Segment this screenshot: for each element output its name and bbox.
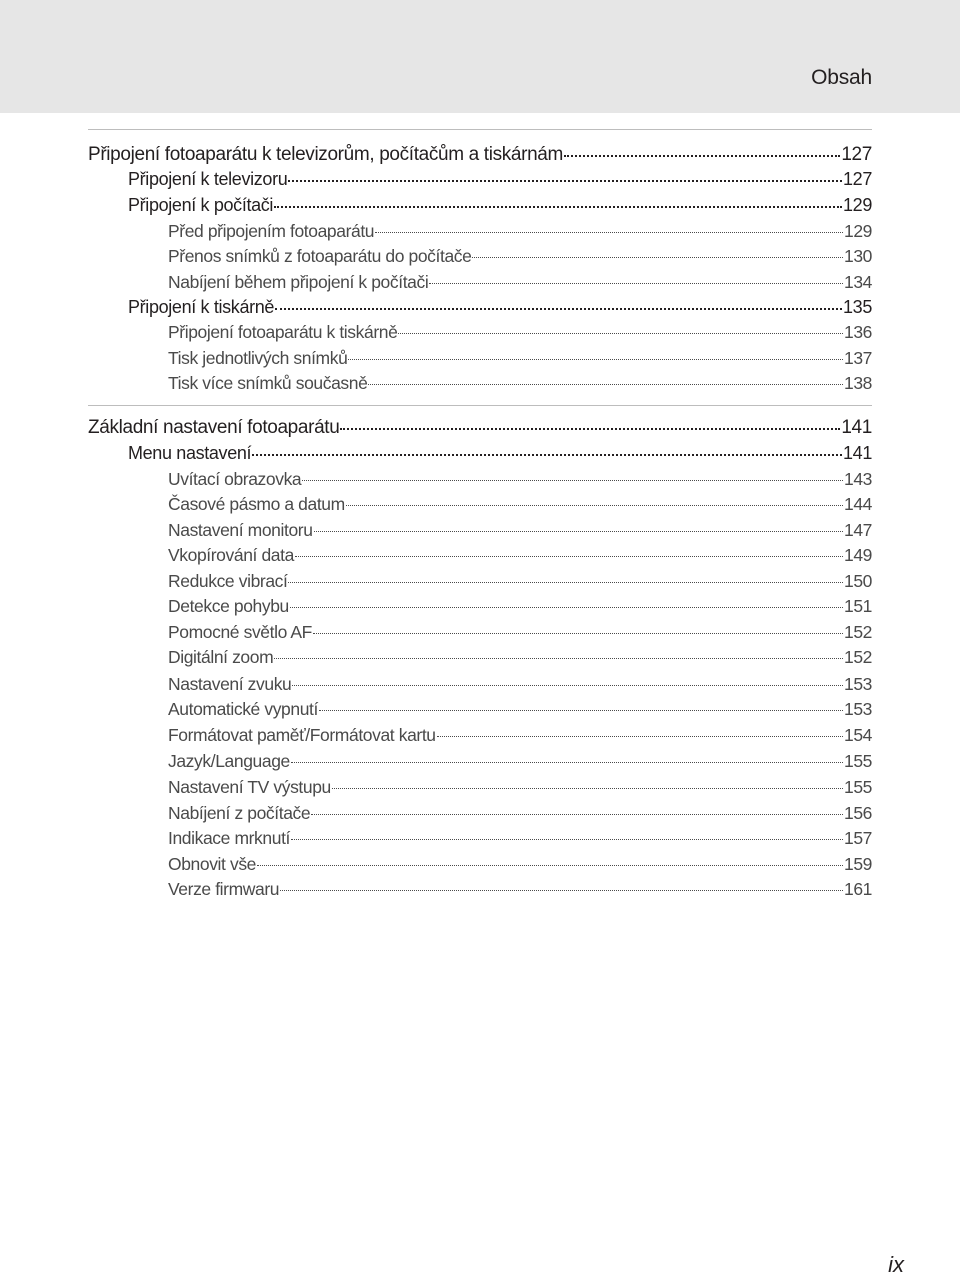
toc-entry-level3[interactable] xyxy=(168,320,872,343)
toc-entry-level3[interactable] xyxy=(168,492,872,515)
dot-leader xyxy=(398,320,843,338)
toc-entry-label: Formátovat paměť/Formátovat kartu xyxy=(168,724,436,745)
toc-entry-page: 127 xyxy=(841,144,872,165)
toc-entry-level3[interactable] xyxy=(168,594,872,617)
toc-entry-page: 153 xyxy=(844,673,872,694)
toc-entry-level3[interactable] xyxy=(168,219,872,242)
toc-entry-level3[interactable] xyxy=(168,371,872,394)
toc-entry-page: 130 xyxy=(844,245,872,266)
dot-leader xyxy=(292,672,843,690)
dot-leader xyxy=(280,877,843,895)
dot-leader xyxy=(291,749,843,767)
toc-entry-label: Indikace mrknutí xyxy=(168,827,290,848)
toc-entry-page: 159 xyxy=(844,853,872,874)
dot-leader xyxy=(288,569,843,587)
dot-leader xyxy=(314,518,843,536)
toc-entry-label: Připojení fotoaparátu k televizorům, počítačům a tiskárnám xyxy=(88,144,563,165)
toc-entry-level3[interactable] xyxy=(168,801,872,824)
dot-leader xyxy=(252,441,842,459)
toc-entry-page: 150 xyxy=(844,570,872,591)
dot-leader xyxy=(319,697,843,715)
toc-entry-label: Tisk více snímků současně xyxy=(168,372,368,393)
toc-entry-level1[interactable] xyxy=(88,141,872,166)
toc-entry-page: 135 xyxy=(843,297,872,317)
toc-entry-page: 138 xyxy=(844,372,872,393)
dot-leader xyxy=(368,371,843,389)
toc-entry-level3[interactable] xyxy=(168,852,872,875)
toc-entry-label: Pomocné světlo AF xyxy=(168,621,312,642)
dot-leader xyxy=(291,826,843,844)
toc-entry-level3[interactable] xyxy=(168,467,872,490)
toc-entry-level3[interactable] xyxy=(168,775,872,798)
dot-leader xyxy=(375,219,843,237)
dot-leader xyxy=(429,270,843,288)
toc-entry-label: Verze firmwaru xyxy=(168,878,280,899)
toc-entry-level3[interactable] xyxy=(168,826,872,849)
toc-entry-level3[interactable] xyxy=(168,620,872,643)
toc-entry-level2[interactable] xyxy=(128,441,872,464)
toc-entry-level3[interactable] xyxy=(168,270,872,293)
toc-entry-level3[interactable] xyxy=(168,749,872,772)
page-header-band xyxy=(0,0,960,113)
toc-entry-label: Menu nastavení xyxy=(128,443,252,463)
dot-leader xyxy=(311,801,843,819)
toc-entry-label: Připojení k tiskárně xyxy=(128,297,275,317)
toc-entry-label: Automatické vypnutí xyxy=(168,698,318,719)
toc-entry-level3[interactable] xyxy=(168,697,872,720)
toc-entry-level3[interactable] xyxy=(168,645,872,668)
toc-entry-label: Tisk jednotlivých snímků xyxy=(168,347,348,368)
toc-entry-label: Připojení k počítači xyxy=(128,195,274,215)
toc-entry-page: 152 xyxy=(844,646,872,667)
toc-entry-label: Nastavení monitoru xyxy=(168,519,313,540)
toc-entry-label: Základní nastavení fotoaparátu xyxy=(88,417,340,438)
toc-entry-page: 151 xyxy=(844,595,872,616)
dot-leader xyxy=(295,543,843,561)
page-title: Obsah xyxy=(811,66,872,89)
toc-entry-level3[interactable] xyxy=(168,672,872,695)
toc-entry-label: Jazyk/Language xyxy=(168,750,290,771)
dot-leader xyxy=(290,594,843,612)
toc-entry-level3[interactable] xyxy=(168,346,872,369)
toc-entry-level3[interactable] xyxy=(168,877,872,900)
dot-leader xyxy=(313,620,843,638)
toc-entry-page: 155 xyxy=(844,776,872,797)
toc-entry-page: 153 xyxy=(844,698,872,719)
toc-entry-page: 144 xyxy=(844,493,872,514)
toc-entry-page: 152 xyxy=(844,621,872,642)
toc-entry-page: 157 xyxy=(844,827,872,848)
dot-leader xyxy=(302,467,843,485)
dot-leader xyxy=(274,193,842,211)
toc-entry-label: Časové pásmo a datum xyxy=(168,493,345,514)
toc-entry-label: Nabíjení z počítače xyxy=(168,802,311,823)
toc-entry-page: 154 xyxy=(844,724,872,745)
toc-entry-page: 141 xyxy=(843,443,872,463)
toc-entry-page: 143 xyxy=(844,468,872,489)
dot-leader xyxy=(348,346,843,364)
toc-entry-page: 137 xyxy=(844,347,872,368)
toc-entry-page: 129 xyxy=(844,220,872,241)
page-number: ix xyxy=(888,1252,904,1277)
toc-entry-page: 149 xyxy=(844,544,872,565)
dot-leader xyxy=(340,414,840,433)
toc-entry-level3[interactable] xyxy=(168,723,872,746)
toc-entry-level2[interactable] xyxy=(128,167,872,190)
dot-leader xyxy=(257,852,843,870)
toc-entry-level3[interactable] xyxy=(168,543,872,566)
toc-entry-page: 134 xyxy=(844,271,872,292)
toc-entry-page: 136 xyxy=(844,321,872,342)
toc-entry-label: Obnovit vše xyxy=(168,853,257,874)
toc-entry-label: Digitální zoom xyxy=(168,646,274,667)
toc-entry-label: Nabíjení během připojení k počítači xyxy=(168,271,429,292)
toc-entry-label: Detekce pohybu xyxy=(168,595,289,616)
dot-leader xyxy=(472,244,843,262)
toc-entry-level2[interactable] xyxy=(128,193,872,216)
toc-entry-label: Před připojením fotoaparátu xyxy=(168,220,375,241)
toc-entry-page: 141 xyxy=(841,417,872,438)
toc-entry-page: 127 xyxy=(843,169,872,189)
dot-leader xyxy=(332,775,843,793)
toc-entry-page: 161 xyxy=(844,878,872,899)
toc-entry-label: Vkopírování data xyxy=(168,544,294,565)
toc-entry-label: Připojení fotoaparátu k tiskárně xyxy=(168,321,398,342)
dot-leader xyxy=(275,295,842,313)
toc-entry-page: 155 xyxy=(844,750,872,771)
toc-entry-level3[interactable] xyxy=(168,518,872,541)
toc-entry-label: Nastavení TV výstupu xyxy=(168,776,331,797)
toc-entry-label: Připojení k televizoru xyxy=(128,169,288,189)
toc-entry-label: Nastavení zvuku xyxy=(168,673,292,694)
dot-leader xyxy=(346,492,843,510)
toc-entry-label: Redukce vibrací xyxy=(168,570,288,591)
toc-entry-label: Uvítací obrazovka xyxy=(168,468,302,489)
toc-entry-page: 129 xyxy=(843,195,872,215)
toc-entry-level3[interactable] xyxy=(168,244,872,267)
dot-leader xyxy=(288,167,842,185)
dot-leader xyxy=(437,723,843,741)
toc-entry-page: 147 xyxy=(844,519,872,540)
section-divider-middle xyxy=(88,405,872,406)
dot-leader xyxy=(564,141,840,160)
toc-entry-level1[interactable] xyxy=(88,414,872,439)
toc-entry-level2[interactable] xyxy=(128,295,872,318)
toc-entry-label: Přenos snímků z fotoaparátu do počítače xyxy=(168,245,472,266)
dot-leader xyxy=(274,645,843,663)
toc-entry-level3[interactable] xyxy=(168,569,872,592)
section-divider-top xyxy=(88,129,872,130)
toc-entry-page: 156 xyxy=(844,802,872,823)
